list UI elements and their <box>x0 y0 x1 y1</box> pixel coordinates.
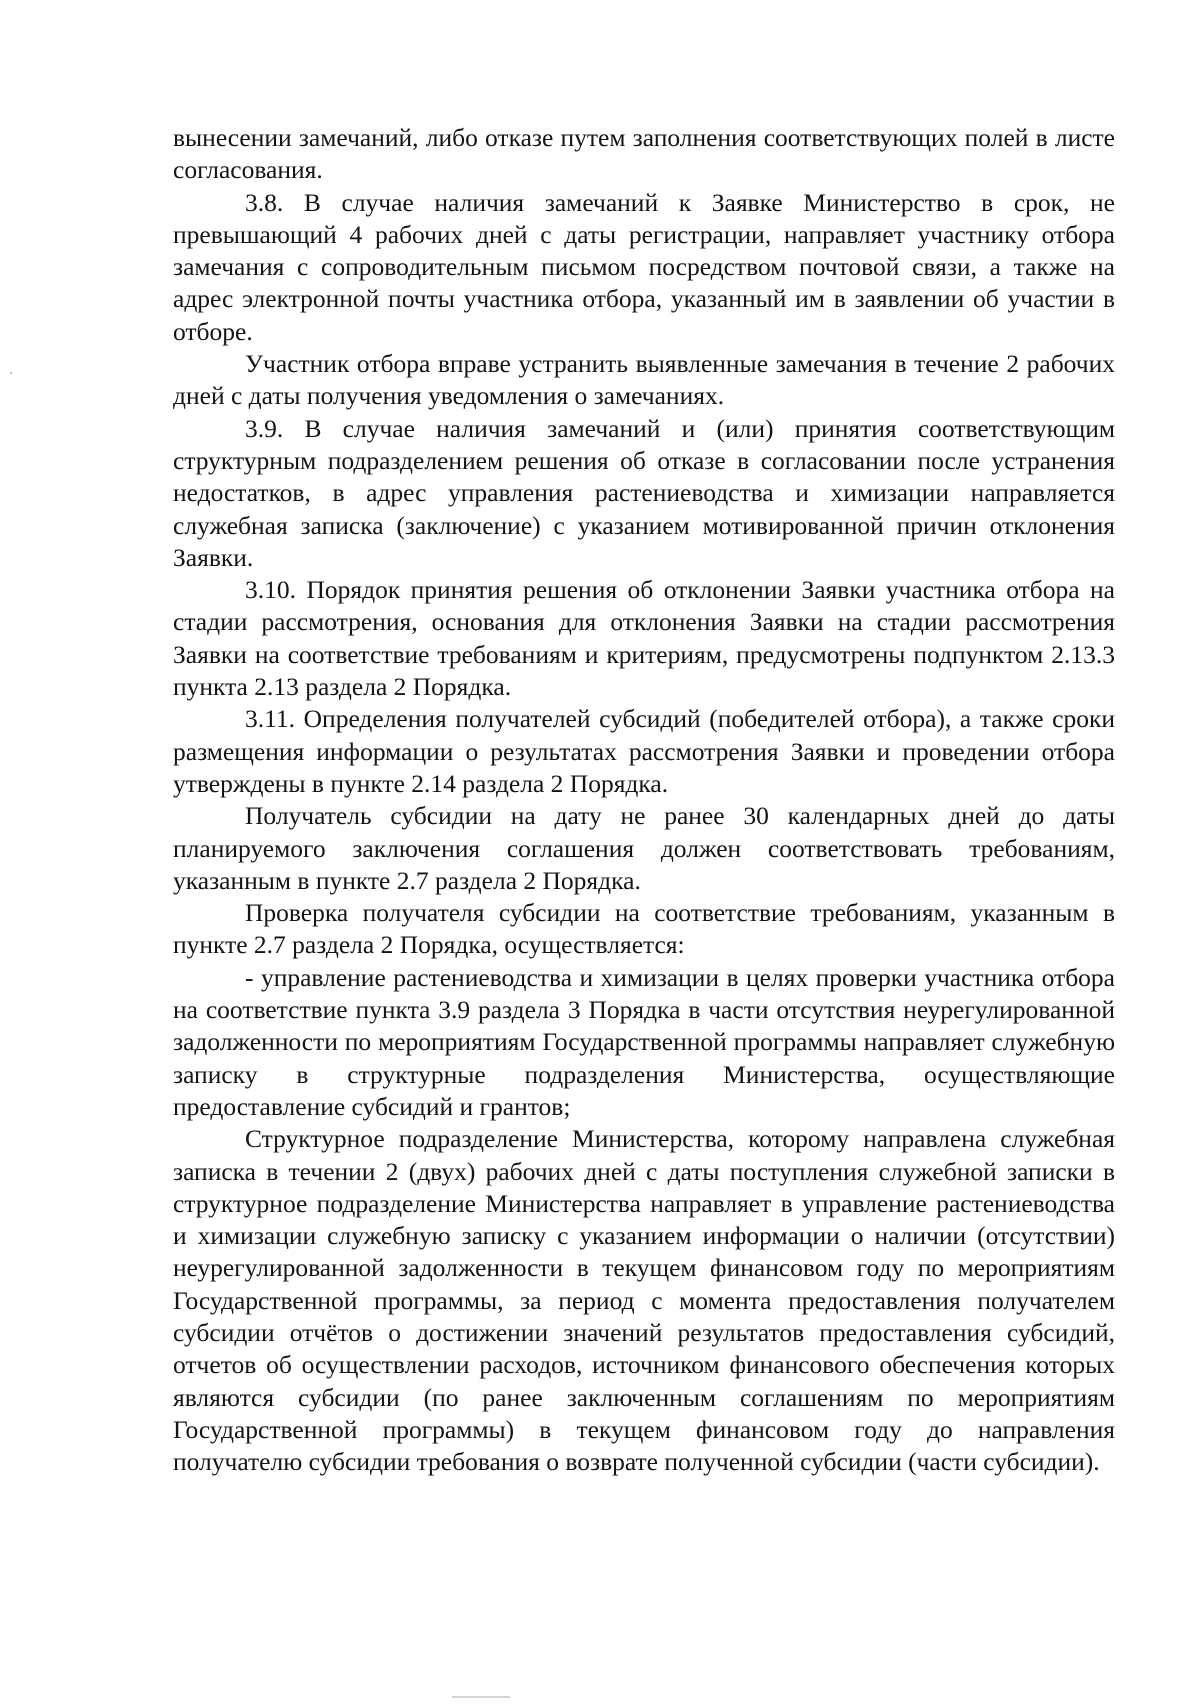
scan-speck <box>10 372 12 374</box>
paragraph-recipient-requirements: Получатель субсидии на дату не ранее 30 календарных дней до даты планируемого заключения соглашения должен соответствовать требованиям, указанным в пункте 2.7 раздела 2 Порядка. <box>173 801 1115 895</box>
paragraph-list-item: - управление растениеводства и химизации в целях проверки участника отбора на соответствие пункта 3.9 раздела 3 Порядка в части отсутствия неурегулированной задолженности по мероприятиям Государственной программы направляет служебную записку в структурные подразделения Министерства, осуществляющие предоставление субсидий и грантов; <box>173 962 1115 1121</box>
paragraph-3-9: 3.9. В случае наличия замечаний и (или) принятия соответствующим структурным подразделением решения об отказе в согласовании после устранения недостатков, в адрес управления растениеводства и химизации направляется служебная записка (заключение) с указанием мотивированной причин отклонения Заявки. <box>173 413 1115 572</box>
paragraph-continuation: вынесении замечаний, либо отказе путем заполнения соответствующих полей в листе согласования. <box>173 123 1115 185</box>
page-footer-mark <box>452 1696 510 1704</box>
paragraph-structural-unit: Структурное подразделение Министерства, которому направлена служебная записка в течении 2 (двух) рабочих дней с даты поступления служебной записки в структурное подразделение Министерства направляет в управление растениеводства и химизации служебную записку с указанием информации о наличии (отсутствии) неурегулированной задолженности в текущем финансовом году по мероприятиям Государственной программы, за период с момента предоставления получателем субсидии отчётов о достижении значений результатов предоставления субсидий, отчетов об осуществлении расходов, источником финансового обеспечения которых являются субсидии (по ранее заключенным соглашениям по мероприятиям Государственной программы) в текущем финансовом году до направления получателю субсидии требования о возврате полученной субсидии (части субсидии). <box>173 1124 1115 1477</box>
paragraph-3-10: 3.10. Порядок принятия решения об отклонении Заявки участника отбора на стадии рассмотрения, основания для отклонения Заявки на стадии рассмотрения Заявки на соответствие требованиям и критериям, предусмотрены подпунктом 2.13.3 пункта 2.13 раздела 2 Порядка. <box>173 575 1115 702</box>
paragraph-verification: Проверка получателя субсидии на соответствие требованиям, указанным в пункте 2.7 раздела 2 Порядка, осуществляется: <box>173 898 1115 960</box>
paragraph-participant-right: Участник отбора вправе устранить выявленные замечания в течение 2 рабочих дней с даты получения уведомления о замечаниях. <box>173 349 1115 411</box>
paragraph-3-8: 3.8. В случае наличия замечаний к Заявке Министерство в срок, не превышающий 4 рабочих дней с даты регистрации, направляет участнику отбора замечания с сопроводительным письмом посредством почтовой связи, а также на адрес электронной почты участника отбора, указанный им в заявлении об участии в отборе. <box>173 187 1115 346</box>
paragraph-3-11: 3.11. Определения получателей субсидий (победителей отбора), а также сроки размещения информации о результатах рассмотрения Заявки и проведении отбора утверждены в пункте 2.14 раздела 2 Порядка. <box>173 704 1115 798</box>
document-body <box>173 122 1115 1478</box>
